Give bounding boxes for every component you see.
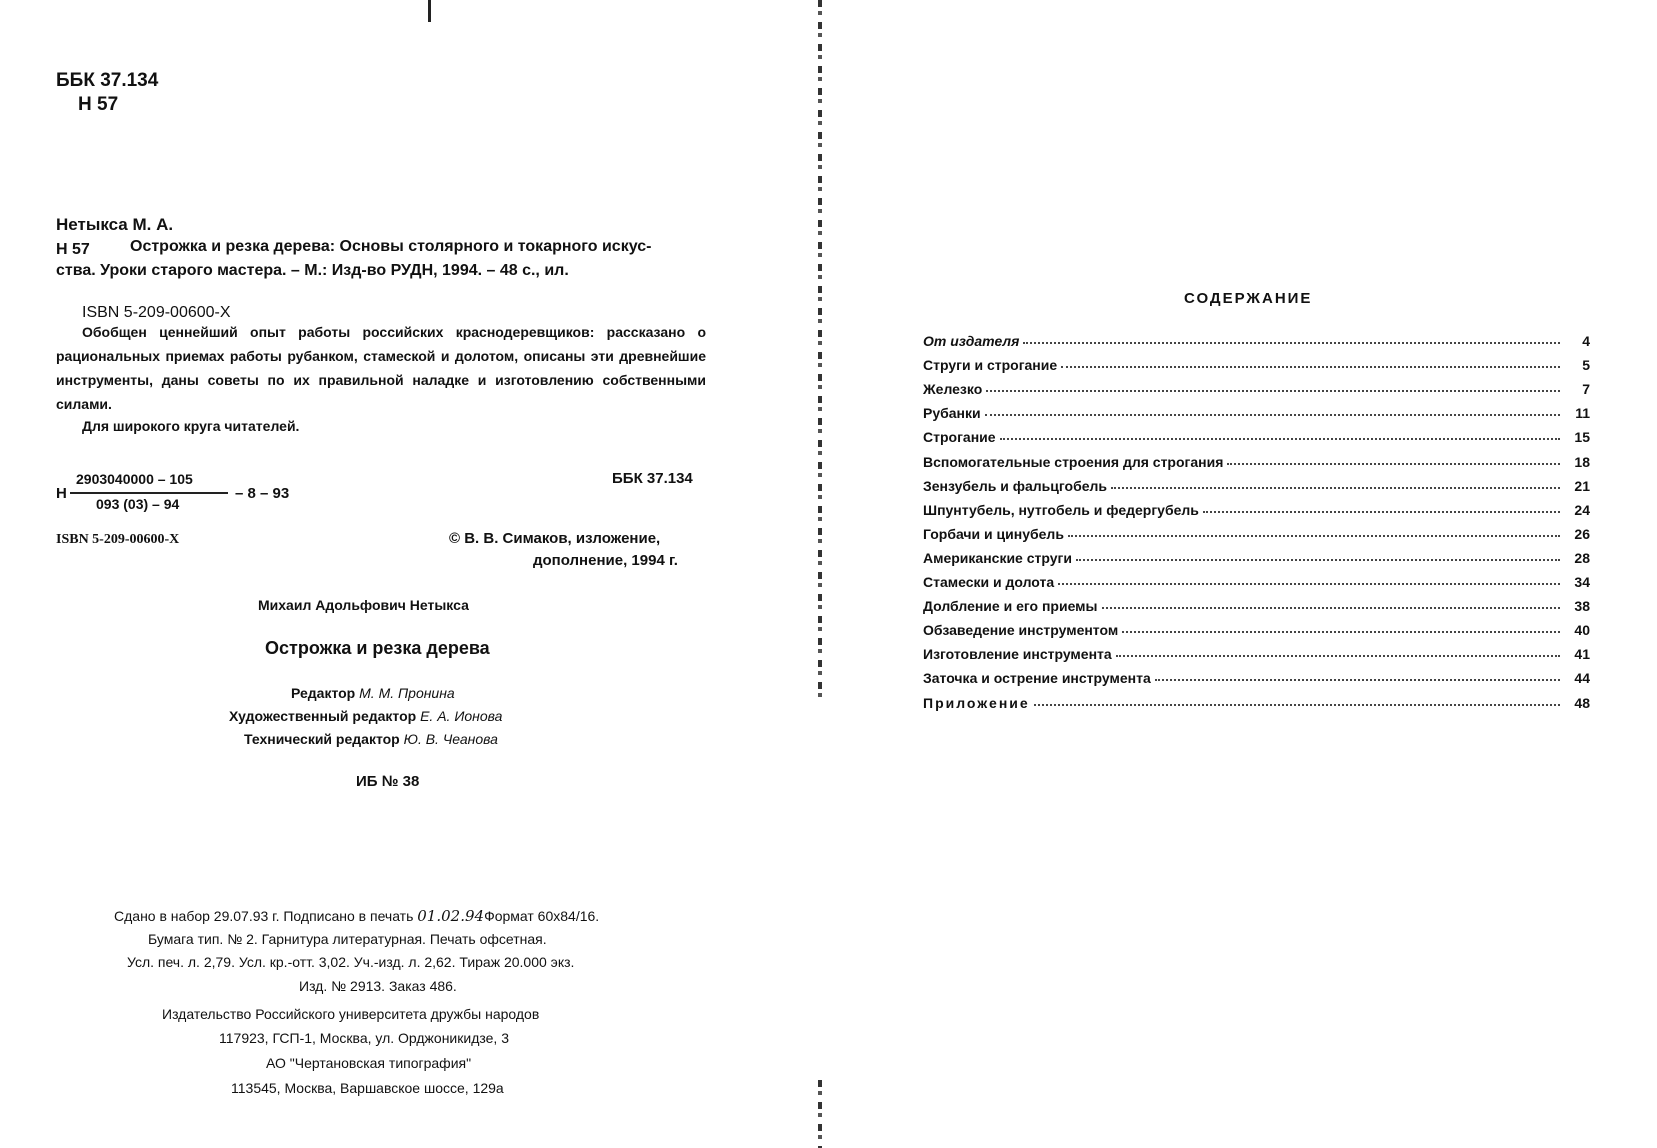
print-line-2: Бумага тип. № 2. Гарнитура литературная. Печать офсетная. <box>148 931 547 947</box>
toc-entry <box>923 616 1590 638</box>
toc-entry-title: Изготовление инструмента <box>923 646 1112 662</box>
toc-entry <box>923 448 1590 470</box>
print-line-1-b: Формат 60х84/16. <box>484 908 600 924</box>
toc-entry <box>923 423 1590 445</box>
toc-leader-dots <box>1203 511 1560 513</box>
art-editor-name: Е. А. Ионова <box>420 708 503 724</box>
code-prefix: Н <box>56 485 67 502</box>
toc-leader-dots <box>1061 366 1560 368</box>
toc-heading: СОДЕРЖАНИЕ <box>1184 290 1313 307</box>
print-line-3: Усл. печ. л. 2,79. Усл. кр.-отт. 3,02. Уч.-изд. л. 2,62. Тираж 20.000 экз. <box>127 954 575 970</box>
toc-entry-page: 34 <box>1574 574 1590 590</box>
tech-editor-label: Технический редактор <box>244 731 400 747</box>
toc-entry <box>923 592 1590 614</box>
ib-number: ИБ № 38 <box>356 773 420 790</box>
fraction-bar <box>70 492 228 494</box>
title-line-1: Острожка и резка дерева: Основы столярного и токарного искус- <box>130 238 652 255</box>
toc-entry-page: 18 <box>1574 454 1590 470</box>
toc-leader-dots <box>986 390 1560 392</box>
toc-entry <box>923 351 1590 373</box>
toc-entry-title: Зензубель и фальцгобель <box>923 478 1108 494</box>
copyright-line-2: дополнение, 1994 г. <box>533 552 678 569</box>
toc-leader-dots <box>1111 487 1560 489</box>
toc-entry-page: 21 <box>1574 478 1590 494</box>
toc-entry-title: От издателя <box>923 333 1020 349</box>
isbn-bottom: ISBN 5-209-00600-X <box>56 532 180 547</box>
toc-leader-dots <box>1122 631 1560 633</box>
art-editor-label: Художественный редактор <box>229 708 417 724</box>
toc-entry-title: Американские струги <box>923 550 1072 566</box>
code-numerator: 2903040000 – 105 <box>76 471 193 487</box>
author-header: Нетыкса М. А. <box>56 215 174 234</box>
toc-entry <box>923 496 1590 518</box>
toc-entry-page: 7 <box>1582 381 1590 397</box>
code-denominator: 093 (03) – 94 <box>96 496 180 512</box>
toc-entry-title: Обзаведение инструментом <box>923 622 1119 638</box>
toc-leader-dots <box>1102 607 1561 609</box>
toc-entry-title: Стамески и долота <box>923 574 1055 590</box>
toc-entry-page: 11 <box>1575 405 1590 421</box>
toc-leader-dots <box>1076 559 1560 561</box>
toc-leader-dots <box>1116 655 1560 657</box>
toc-entry <box>923 375 1590 397</box>
printer-line-1: АО "Чертановская типография" <box>266 1055 472 1071</box>
annotation: Обобщен ценнейший опыт работы российских краснодеревщиков: рассказано о рациональных приемах работы рубанком, стамеской и долотом, описаны эти древнейшие инструменты, даны советы по их правильной наладке и изготовлению собственными силами. <box>56 324 706 412</box>
printer-line-2: 113545, Москва, Варшавское шоссе, 129а <box>231 1080 504 1096</box>
toc-entry-page: 38 <box>1574 598 1590 614</box>
toc-entry <box>923 520 1590 542</box>
toc-entry <box>923 327 1590 349</box>
toc-entry <box>923 689 1590 711</box>
toc-entry-page: 28 <box>1574 550 1590 566</box>
title-line-2: ства. Уроки старого мастера. – М.: Изд-во РУДН, 1994. – 48 с., ил. <box>56 262 569 279</box>
toc-leader-dots <box>1058 583 1560 585</box>
handwritten-sign-date: 01.02.94 <box>417 907 485 925</box>
publisher-line-2: 117923, ГСП-1, Москва, ул. Орджоникидзе, 3 <box>219 1030 509 1046</box>
book-title: Острожка и резка дерева <box>265 638 490 658</box>
bbk-code-top: ББК 37.134 <box>56 70 159 91</box>
toc-entry-title: Струги и строгание <box>923 357 1058 373</box>
author-index-code: Н 57 <box>56 241 90 258</box>
toc-entry-page: 5 <box>1582 357 1590 373</box>
toc-entry-page: 24 <box>1574 502 1590 518</box>
print-line-4: Изд. № 2913. Заказ 486. <box>299 978 457 994</box>
author-index-top: Н 57 <box>78 94 119 115</box>
publisher-line-1: Издательство Российского университета дружбы народов <box>162 1006 540 1022</box>
toc-entry <box>923 399 1590 421</box>
isbn-line: ISBN 5-209-00600-X <box>82 304 231 321</box>
editor-label: Редактор <box>291 685 356 701</box>
toc-entry-page: 4 <box>1582 333 1590 349</box>
toc-entry-title: Вспомогательные строения для строгания <box>923 454 1224 470</box>
toc-entry-page: 48 <box>1574 695 1590 711</box>
toc-leader-dots <box>1227 463 1560 465</box>
toc-entry-title: Рубанки <box>923 405 981 421</box>
toc-entry-page: 26 <box>1574 526 1590 542</box>
toc-entry-title: Строгание <box>923 429 996 445</box>
left-page <box>0 0 815 1148</box>
bbk-code-right: ББК 37.134 <box>612 470 693 487</box>
toc-entry <box>923 568 1590 590</box>
toc-entry-title: Горбачи и цинубель <box>923 526 1064 542</box>
toc-entry-page: 40 <box>1574 622 1590 638</box>
toc-entry <box>923 664 1590 686</box>
print-line-1 <box>114 907 599 925</box>
toc-entry <box>923 472 1590 494</box>
toc-leader-dots <box>985 414 1560 416</box>
audience-line: Для широкого круга читателей. <box>82 418 300 434</box>
toc-entry <box>923 640 1590 662</box>
toc-leader-dots <box>1000 438 1560 440</box>
toc-entry-page: 41 <box>1574 646 1590 662</box>
toc-entry-title: Долбление и его приемы <box>923 598 1098 614</box>
code-suffix: – 8 – 93 <box>235 485 290 502</box>
toc-entry <box>923 544 1590 566</box>
copyright-line-1: © В. В. Симаков, изложение, <box>449 530 661 547</box>
toc-entry-title: Приложение <box>923 695 1030 711</box>
toc-entry-page: 15 <box>1574 429 1590 445</box>
tech-editor-line <box>244 731 498 747</box>
toc-leader-dots <box>1034 704 1560 706</box>
toc-leader-dots <box>1155 679 1560 681</box>
toc-entry-title: Шпунтубель, нутгобель и федергубель <box>923 502 1199 518</box>
toc-entry-title: Железко <box>923 381 983 397</box>
toc-entry-page: 44 <box>1574 670 1590 686</box>
editor-name: М. М. Пронина <box>359 685 455 701</box>
tech-editor-name: Ю. В. Чеанова <box>403 731 498 747</box>
print-line-1-a: Сдано в набор 29.07.93 г. Подписано в печать <box>114 908 414 924</box>
author-full-name: Михаил Адольфович Нетыкса <box>258 597 469 613</box>
art-editor-line <box>229 708 502 724</box>
toc-leader-dots <box>1068 535 1560 537</box>
editor-line <box>291 685 455 701</box>
toc-entry-title: Заточка и острение инструмента <box>923 670 1151 686</box>
toc-leader-dots <box>1023 342 1560 344</box>
